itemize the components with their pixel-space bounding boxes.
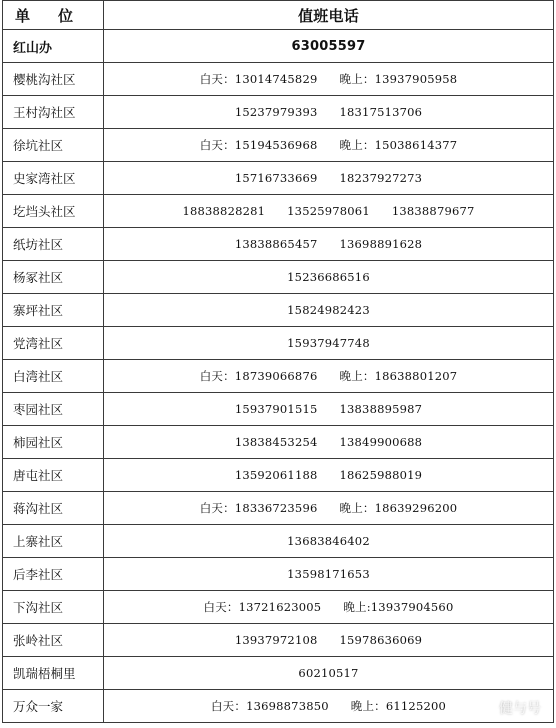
- header-unit: 单位: [3, 1, 104, 30]
- table-row: [3, 525, 554, 558]
- phone-number: 18317513706: [339, 105, 423, 119]
- phone-number: 13937972108: [234, 633, 318, 647]
- phone-number: 13598171653: [287, 567, 370, 581]
- duty-phone-table: [2, 0, 554, 723]
- unit-name: 圪垱头社区: [3, 195, 104, 228]
- duty-phone: [104, 96, 554, 129]
- unit-name: 张岭社区: [3, 624, 104, 657]
- phone-number: 13698891628: [339, 237, 423, 251]
- phone-number: 13838865457: [234, 237, 318, 251]
- header-phone: 值班电话: [104, 1, 554, 30]
- duty-phone: [104, 690, 554, 723]
- watermark: 健与号: [499, 701, 541, 717]
- table-row: [3, 162, 554, 195]
- duty-phone: [104, 294, 554, 327]
- phone-number: 15937947748: [287, 336, 370, 350]
- duty-phone: [104, 327, 554, 360]
- duty-phone: [104, 624, 554, 657]
- unit-name: 上寨社区: [3, 525, 104, 558]
- phone-number: 晚上:13937904560: [343, 600, 454, 614]
- phone-number: 晚上：13937905958: [339, 72, 458, 86]
- phone-number: 白天：13721623005: [203, 600, 322, 614]
- duty-phone: [104, 393, 554, 426]
- phone-number: 15978636069: [339, 633, 423, 647]
- unit-name: 柿园社区: [3, 426, 104, 459]
- unit-name: 党湾社区: [3, 327, 104, 360]
- table-row: [3, 129, 554, 162]
- unit-name: 白湾社区: [3, 360, 104, 393]
- phone-number: 晚上：18639296200: [339, 501, 458, 515]
- unit-name: 纸坊社区: [3, 228, 104, 261]
- duty-phone: [104, 261, 554, 294]
- table-row: [3, 63, 554, 96]
- table-row: [3, 360, 554, 393]
- duty-phone: [104, 558, 554, 591]
- phone-number: 15824982423: [287, 303, 370, 317]
- phone-number: 13838879677: [391, 204, 475, 218]
- phone-number: 13838895987: [339, 402, 423, 416]
- table-row: [3, 228, 554, 261]
- table-row: [3, 261, 554, 294]
- duty-phone: [104, 129, 554, 162]
- table-row: [3, 459, 554, 492]
- phone-number: 13592061188: [234, 468, 318, 482]
- table-row: [3, 690, 554, 723]
- table-row: [3, 393, 554, 426]
- table-row: [3, 426, 554, 459]
- office-row: [3, 30, 554, 63]
- phone-number: 18838828281: [182, 204, 266, 218]
- unit-name: 唐屯社区: [3, 459, 104, 492]
- table-row: [3, 558, 554, 591]
- phone-number: 13849900688: [339, 435, 423, 449]
- phone-number: 13838453254: [234, 435, 318, 449]
- phone-number: 60210517: [298, 666, 359, 680]
- phone-number: 白天：18739066876: [199, 369, 318, 383]
- duty-phone: [104, 162, 554, 195]
- duty-phone: [104, 492, 554, 525]
- office-name: 红山办: [3, 30, 104, 63]
- unit-name: 枣园社区: [3, 393, 104, 426]
- header-row: [3, 1, 554, 30]
- phone-number: 13525978061: [287, 204, 370, 218]
- unit-name: 史家湾社区: [3, 162, 104, 195]
- duty-phone: [104, 360, 554, 393]
- phone-number: 晚上：18638801207: [339, 369, 458, 383]
- table-row: [3, 327, 554, 360]
- table-row: [3, 624, 554, 657]
- duty-phone: [104, 426, 554, 459]
- duty-phone-sheet: [2, 0, 553, 728]
- phone-number: 18625988019: [339, 468, 423, 482]
- unit-name: 蒋沟社区: [3, 492, 104, 525]
- phone-number: 15236686516: [287, 270, 370, 284]
- unit-name: 王村沟社区: [3, 96, 104, 129]
- table-row: [3, 195, 554, 228]
- table-row: [3, 657, 554, 690]
- duty-phone: [104, 657, 554, 690]
- duty-phone: [104, 591, 554, 624]
- duty-phone: [104, 525, 554, 558]
- phone-number: 15937901515: [234, 402, 318, 416]
- unit-name: 杨冢社区: [3, 261, 104, 294]
- phone-number: 15716733669: [234, 171, 318, 185]
- phone-number: 白天：15194536968: [199, 138, 318, 152]
- unit-name: 樱桃沟社区: [3, 63, 104, 96]
- unit-name: 凯瑞梧桐里: [3, 657, 104, 690]
- unit-name: 下沟社区: [3, 591, 104, 624]
- table-row: [3, 96, 554, 129]
- phone-number: 13683846402: [287, 534, 370, 548]
- unit-name: 万众一家: [3, 690, 104, 723]
- duty-phone: [104, 195, 554, 228]
- phone-number: 白天：18336723596: [199, 501, 318, 515]
- unit-name: 寨坪社区: [3, 294, 104, 327]
- office-phone: 63005597: [104, 30, 554, 63]
- table-row: [3, 591, 554, 624]
- table-row: [3, 492, 554, 525]
- duty-phone: [104, 228, 554, 261]
- phone-number: 晚上：15038614377: [339, 138, 458, 152]
- duty-phone: [104, 63, 554, 96]
- phone-number: 15237979393: [234, 105, 318, 119]
- unit-name: 徐坑社区: [3, 129, 104, 162]
- phone-number: 18237927273: [339, 171, 423, 185]
- unit-name: 后李社区: [3, 558, 104, 591]
- table-row: [3, 294, 554, 327]
- phone-number: 白天：13014745829: [199, 72, 318, 86]
- phone-number: 白天：13698873850: [210, 699, 329, 713]
- duty-phone: [104, 459, 554, 492]
- phone-number: 晚上：61125200: [350, 699, 447, 713]
